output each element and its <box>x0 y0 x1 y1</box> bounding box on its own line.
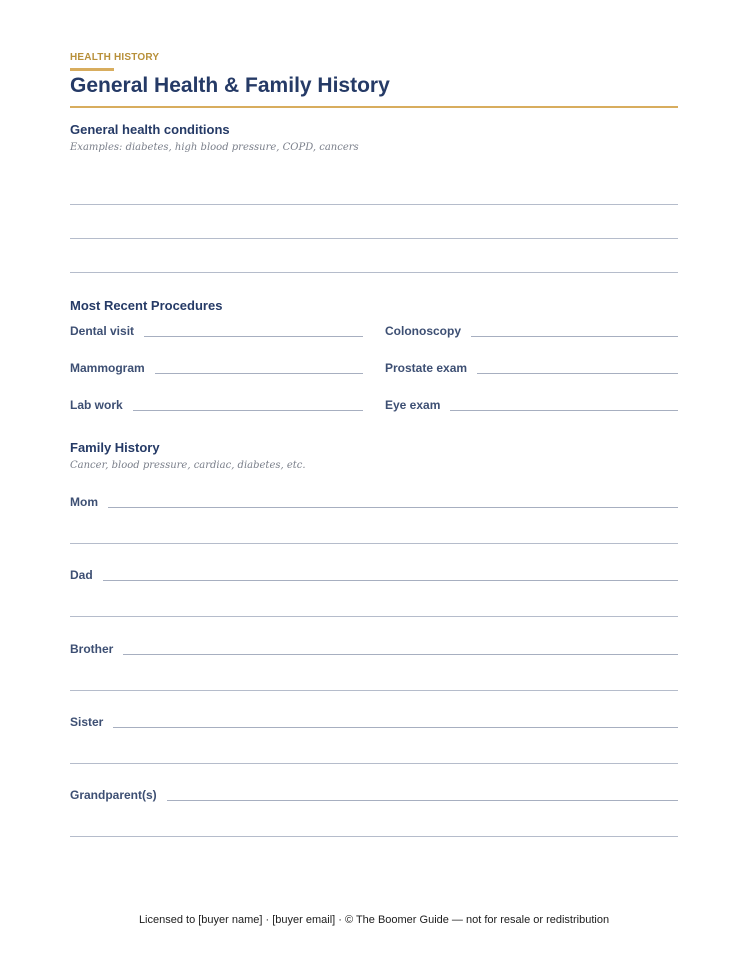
family-mom-label: Mom <box>70 495 98 509</box>
colonoscopy-line[interactable] <box>471 336 678 337</box>
page-title: General Health & Family History <box>70 74 390 97</box>
title-divider <box>70 106 678 108</box>
family-dad-extra-line[interactable] <box>70 616 678 617</box>
family-mom-line[interactable] <box>108 507 678 508</box>
family-brother-field[interactable] <box>70 638 678 656</box>
section-eyebrow: HEALTH HISTORY <box>70 52 160 63</box>
eyebrow-accent-rule <box>70 68 114 71</box>
prostate-exam-label: Prostate exam <box>385 361 468 375</box>
family-grandparents-field[interactable] <box>70 784 678 802</box>
family-grandparents-extra-line[interactable] <box>70 836 678 837</box>
eye-exam-label: Eye exam <box>385 398 441 412</box>
family-history-note: Cancer, blood pressure, cardiac, diabetes, etc. <box>70 460 306 471</box>
general-health-line-1[interactable] <box>70 204 678 205</box>
general-health-line-2[interactable] <box>70 238 678 239</box>
procedures-heading: Most Recent Procedures <box>70 298 223 313</box>
family-brother-line[interactable] <box>123 654 678 655</box>
mammogram-label: Mammogram <box>70 361 145 375</box>
colonoscopy-label: Colonoscopy <box>385 324 462 338</box>
general-health-note: Examples: diabetes, high blood pressure, COPD, cancers <box>70 142 359 153</box>
dental-visit-line[interactable] <box>144 336 363 337</box>
prostate-exam-field[interactable] <box>385 357 678 375</box>
eye-exam-field[interactable] <box>385 394 678 412</box>
family-dad-field[interactable] <box>70 564 678 582</box>
family-brother-label: Brother <box>70 642 114 656</box>
family-sister-extra-line[interactable] <box>70 763 678 764</box>
family-mom-field[interactable] <box>70 491 678 509</box>
general-health-heading: General health conditions <box>70 122 230 137</box>
family-mom-extra-line[interactable] <box>70 543 678 544</box>
dental-visit-field[interactable] <box>70 320 363 338</box>
prostate-exam-line[interactable] <box>477 373 678 374</box>
lab-work-line[interactable] <box>133 410 363 411</box>
family-dad-label: Dad <box>70 568 93 582</box>
general-health-line-3[interactable] <box>70 272 678 273</box>
lab-work-field[interactable] <box>70 394 363 412</box>
family-dad-line[interactable] <box>103 580 678 581</box>
dental-visit-label: Dental visit <box>70 324 135 338</box>
mammogram-field[interactable] <box>70 357 363 375</box>
family-sister-label: Sister <box>70 715 104 729</box>
eye-exam-line[interactable] <box>450 410 678 411</box>
mammogram-line[interactable] <box>155 373 363 374</box>
family-brother-extra-line[interactable] <box>70 690 678 691</box>
colonoscopy-field[interactable] <box>385 320 678 338</box>
family-grandparents-label: Grandparent(s) <box>70 788 157 802</box>
license-footer: Licensed to [buyer name] · [buyer email] · © The Boomer Guide — not for resale or redistribution <box>138 914 610 926</box>
family-history-heading: Family History <box>70 440 160 455</box>
family-sister-line[interactable] <box>113 727 678 728</box>
lab-work-label: Lab work <box>70 398 123 412</box>
family-sister-field[interactable] <box>70 711 678 729</box>
family-grandparents-line[interactable] <box>167 800 678 801</box>
